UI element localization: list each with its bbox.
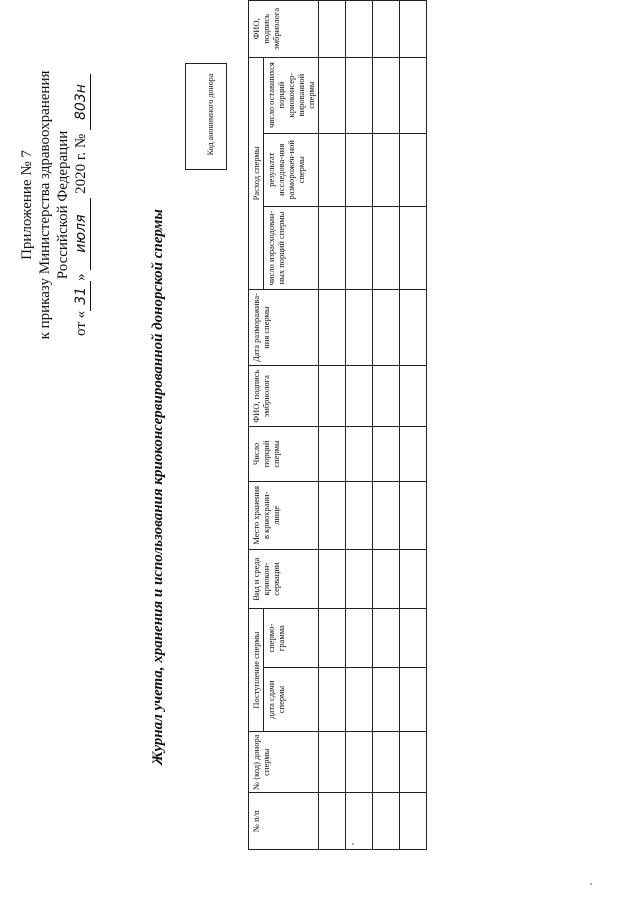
appendix-header (18, 25, 91, 385)
table-cell (346, 609, 373, 668)
table-cell (400, 427, 427, 481)
table-cell (400, 668, 427, 732)
handwritten-day: 31 (72, 281, 91, 311)
col-spermogram-header: спермо-грамма (264, 609, 319, 668)
date-prefix: от « (73, 310, 89, 336)
table-cell (346, 550, 373, 609)
table-cell (373, 427, 400, 481)
table-cell (319, 206, 346, 289)
col-embryologist-1-header: ФИО, подпись эмбриолога (249, 365, 319, 426)
col-cryo-type-header: Вид и среда криокон-сервации (249, 550, 319, 609)
col-consumption-header: Расход спермы (249, 57, 264, 289)
col-num-header: № п/п (249, 793, 319, 850)
table-cell (373, 668, 400, 732)
handwritten-month: июля (72, 198, 91, 270)
table-cell (319, 481, 346, 550)
table-cell (400, 133, 427, 206)
col-exam-result-header: результат исследова-ния разморожен-ной спермы (264, 133, 319, 206)
col-used-portions-header: число израсходован-ных порций спермы (264, 206, 319, 289)
table-cell (319, 1, 346, 58)
table-cell (319, 793, 346, 850)
table-cell (373, 732, 400, 793)
donor-code-label: Код анонимного донора (206, 73, 215, 156)
table-cell (373, 481, 400, 550)
table-cell (346, 133, 373, 206)
journal-title: Журнал учета, хранения и использования криоконсервированной донорской спермы (150, 209, 166, 765)
table-cell (319, 57, 346, 133)
table-cell (373, 793, 400, 850)
table-cell (346, 668, 373, 732)
table-cell (373, 206, 400, 289)
table-row (319, 1, 346, 850)
table-cell (319, 133, 346, 206)
table-cell (346, 1, 373, 58)
appendix-number: Приложение № 7 (19, 150, 35, 260)
table-cell (400, 57, 427, 133)
table-cell (319, 732, 346, 793)
table-cell (373, 1, 400, 58)
table-cell (346, 732, 373, 793)
table-cell (319, 365, 346, 426)
table-cell (400, 550, 427, 609)
col-remaining-header: число оставшихся порций криоконсер-вированной спермы (264, 57, 319, 133)
appendix-date-line (72, 25, 91, 385)
table-cell (400, 609, 427, 668)
table-cell (373, 57, 400, 133)
scan-speck (590, 883, 592, 885)
table-row (400, 1, 427, 850)
date-quote-close: » (73, 273, 89, 281)
table-cell (319, 668, 346, 732)
table-cell (400, 481, 427, 550)
table-cell (373, 550, 400, 609)
appendix-federation-line: Российской Федерации (55, 130, 71, 280)
table-cell (319, 290, 346, 366)
table-cell (400, 1, 427, 58)
appendix-order-line: к приказу Министерства здравоохранения (37, 70, 53, 340)
table-row (346, 1, 373, 850)
table-cell (346, 290, 373, 366)
table-cell (346, 206, 373, 289)
table-cell (319, 609, 346, 668)
table-cell (346, 481, 373, 550)
table-cell (400, 290, 427, 366)
table-cell (373, 609, 400, 668)
table-cell (373, 133, 400, 206)
table-cell (319, 550, 346, 609)
table-cell (400, 732, 427, 793)
col-thaw-date-header: Дата разморажива-ния спермы (249, 290, 319, 366)
table-cell (373, 290, 400, 366)
table-cell (346, 427, 373, 481)
col-storage-place-header: Место хранения в криохрани-лище (249, 481, 319, 550)
table-cell (346, 57, 373, 133)
table-cell (346, 365, 373, 426)
table-cell (400, 206, 427, 289)
table-row (373, 1, 400, 850)
handwritten-order-number: 803н (72, 74, 91, 130)
col-portions-header: Число порций спермы (249, 427, 319, 481)
year-text: 2020 г. № (73, 133, 89, 194)
col-receipt-header: Поступление спермы (249, 609, 264, 732)
table-cell (373, 365, 400, 426)
table-cell (319, 427, 346, 481)
col-embryologist-2-header: ФИО, подпись эмбриолога (249, 1, 319, 58)
scan-speck (352, 843, 354, 845)
table-cell (400, 365, 427, 426)
col-receipt-date-header: дата сдачи спермы (264, 668, 319, 732)
col-donor-code-header: № (код) донора спермы (249, 732, 319, 793)
table-cell (346, 793, 373, 850)
table-cell (400, 793, 427, 850)
journal-table (248, 0, 427, 850)
